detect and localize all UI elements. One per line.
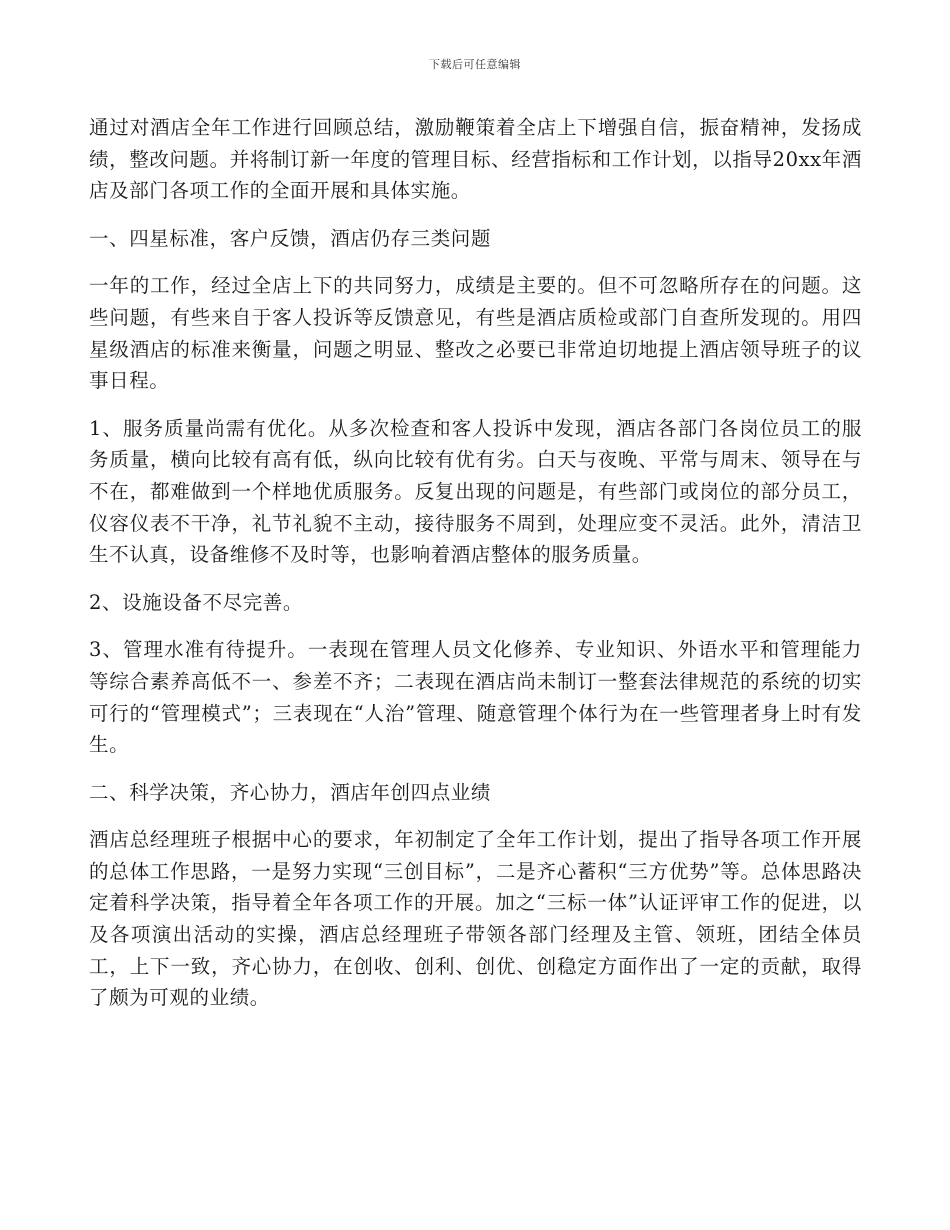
item-3-management: 3、管理水准有待提升。一表现在管理人员文化修养、专业知识、外语水平和管理能力等综合素养高低不一、参差不齐；二表现在酒店尚未制订一整套法律规范的系统的切实可行的“管理模式”；三表现在“人治”管理、随意管理个体行为在一些管理者身上时有发生。	[89, 638, 862, 757]
item-2-facilities: 2、设施设备不尽完善。	[89, 590, 304, 614]
section-heading-1: 一、四星标准，客户反馈，酒店仍存三类问题	[89, 226, 492, 250]
page-header: 下载后可任意编辑	[429, 58, 521, 71]
section-2-paragraph: 酒店总经理班子根据中心的要求，年初制定了全年工作计划，提出了指导各项工作开展的总体工作思路，一是努力实现“三创目标”，二是齐心蓄积“三方优势”等。总体思路决定着科学决策，指导着全年各项工作的开展。加之“三标一体”认证评审工作的促进，以及各项演出活动的实操，酒店总经理班子带领各部门经理及主管、领班，团结全体员工，上下一致，齐心协力，在创收、创利、创优、创稳定方面作出了一定的贡献，取得了颇为可观的业绩。	[89, 828, 862, 1010]
document-body	[89, 112, 862, 1030]
section-heading-2: 二、科学决策，齐心协力，酒店年创四点业绩	[89, 780, 492, 804]
item-1-service-quality: 1、服务质量尚需有优化。从多次检查和客人投诉中发现，酒店各部门各岗位员工的服务质量，横向比较有高有低，纵向比较有优有劣。白天与夜晚、平常与周末、领导在与不在，都难做到一个样地优质服务。反复出现的问题是，有些部门或岗位的部分员工，仪容仪表不干净，礼节礼貌不主动，接待服务不周到，处理应变不灵活。此外，清洁卫生不认真，设备维修不及时等，也影响着酒店整体的服务质量。	[89, 416, 862, 567]
section-1-paragraph: 一年的工作，经过全店上下的共同努力，成绩是主要的。但不可忽略所存在的问题。这些问题，有些来自于客人投诉等反馈意见，有些是酒店质检或部门自查所发现的。用四星级酒店的标准来衡量，问题之明显、整改之必要已非常迫切地提上酒店领导班子的议事日程。	[89, 274, 862, 393]
intro-paragraph: 通过对酒店全年工作进行回顾总结，激励鞭策着全店上下增强自信，振奋精神，发扬成绩，整改问题。并将制订新一年度的管理目标、经营指标和工作计划，以指导20xx年酒店及部门各项工作的全面开展和具体实施。	[89, 116, 862, 203]
